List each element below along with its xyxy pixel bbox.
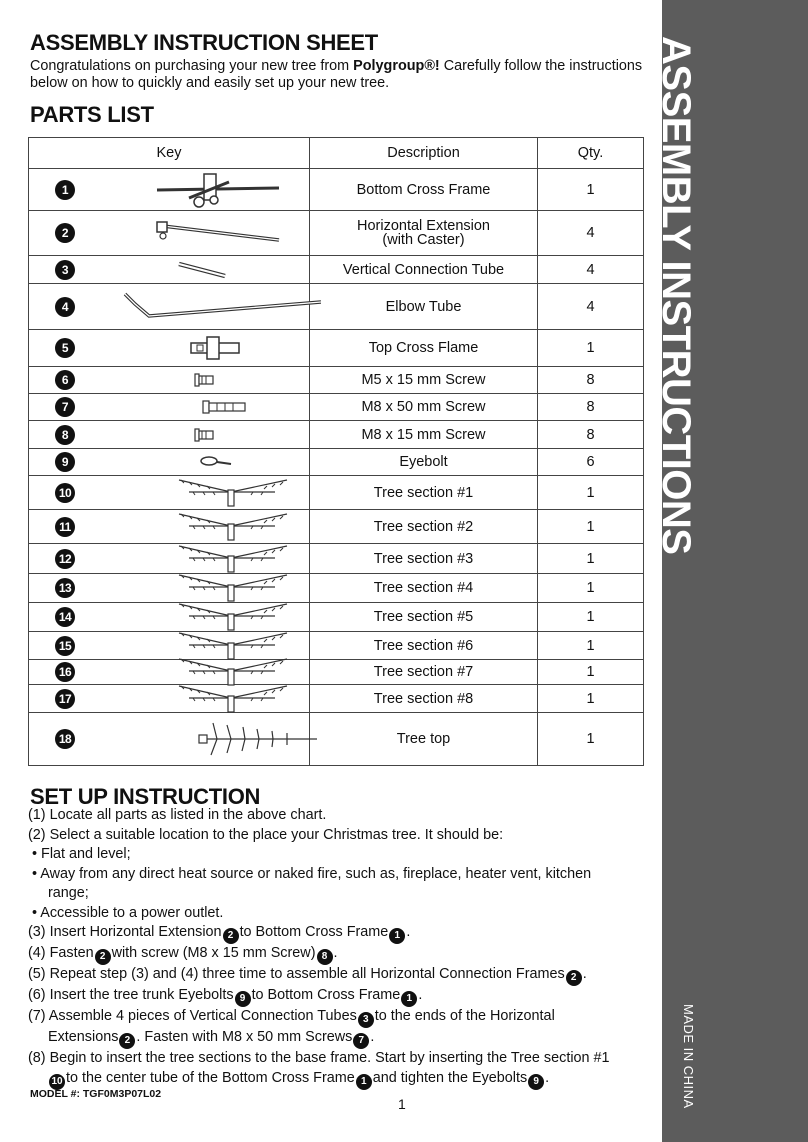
elbow-tube-icon: [121, 290, 331, 324]
part-key-cell: [29, 685, 310, 713]
bullet-heat-cont: range;: [48, 885, 89, 901]
part-quantity: 4: [538, 284, 644, 330]
tree-section-icon: [167, 657, 377, 687]
part-description: Eyebolt: [310, 449, 538, 476]
bullet-outlet: • Accessible to a power outlet.: [32, 904, 224, 921]
parts-list-heading: PARTS LIST: [30, 102, 154, 127]
tree-top-icon: [187, 717, 397, 761]
part-number-badge: 15: [55, 636, 75, 656]
parts-row: [29, 211, 644, 256]
part-key-cell: [29, 211, 310, 256]
part-key-cell: [29, 544, 310, 574]
part-ref-1: 1: [389, 928, 405, 944]
part-key-cell: [29, 574, 310, 603]
step-5: (5) Repeat step (3) and (4) three time to assemble all Horizontal Connection Frames 2 .: [28, 965, 658, 986]
part-number-badge: 10: [55, 483, 75, 503]
step-7-cont: Extensions 2 . Fasten with M8 x 50 mm Screws 7 .: [28, 1028, 658, 1049]
part-quantity: 1: [538, 330, 644, 367]
part-number-badge: 11: [55, 517, 75, 537]
parts-table-header: [29, 138, 644, 169]
part-quantity: 6: [538, 449, 644, 476]
short-screw-icon: [159, 425, 369, 445]
part-number-badge: 17: [55, 689, 75, 709]
part-description: Elbow Tube: [310, 284, 538, 330]
part-key-cell: [29, 330, 310, 367]
bullet-flat: • Flat and level;: [32, 846, 131, 862]
tree-section-icon: [167, 478, 377, 508]
parts-row: [29, 660, 644, 685]
part-description: Tree section #2: [310, 510, 538, 544]
step-7: (7) Assemble 4 pieces of Vertical Connection Tubes 3 to the ends of the Horizontal: [28, 1007, 658, 1028]
top-cross-frame-icon: [159, 333, 369, 363]
part-ref-1: 1: [401, 991, 417, 1007]
short-screw-icon: [159, 370, 369, 390]
parts-table: [28, 137, 644, 766]
col-qty: Qty.: [538, 138, 644, 169]
part-key-cell: [29, 510, 310, 544]
parts-row: [29, 284, 644, 330]
part-description: Tree section #7: [310, 660, 538, 685]
step-1: (1) Locate all parts as listed in the above chart.: [28, 807, 327, 823]
part-number-badge: 16: [55, 662, 75, 682]
part-quantity: 4: [538, 211, 644, 256]
tree-section-icon: [167, 544, 377, 574]
part-ref-9: 9: [235, 991, 251, 1007]
part-quantity: 1: [538, 476, 644, 510]
parts-row: [29, 394, 644, 421]
part-number-badge: 4: [55, 297, 75, 317]
part-ref-10: 10: [49, 1074, 65, 1090]
tree-section-icon: [167, 631, 377, 661]
made-in-label: MADE IN CHINA: [681, 1004, 696, 1109]
part-key-cell: [29, 660, 310, 685]
part-number-badge: 2: [55, 223, 75, 243]
part-key-cell: [29, 713, 310, 766]
part-description: Tree section #6: [310, 632, 538, 660]
tree-section-icon: [167, 512, 377, 542]
part-key-cell: [29, 632, 310, 660]
part-quantity: 4: [538, 256, 644, 284]
part-description: M5 x 15 mm Screw: [310, 367, 538, 394]
horizontal-extension-icon: [149, 218, 359, 248]
step-2: (2) Select a suitable location to the place your Christmas tree. It should be:: [28, 826, 504, 843]
parts-row: [29, 713, 644, 766]
parts-row: [29, 544, 644, 574]
part-number-badge: 5: [55, 338, 75, 358]
model-number: MODEL #: TGF0M3P07L02: [30, 1088, 162, 1100]
part-number-badge: 7: [55, 397, 75, 417]
part-description: Tree section #5: [310, 603, 538, 632]
parts-row: [29, 685, 644, 713]
part-number-badge: 9: [55, 452, 75, 472]
parts-row: [29, 574, 644, 603]
part-quantity: 8: [538, 421, 644, 449]
tree-section-icon: [167, 573, 377, 603]
part-key-cell: [29, 169, 310, 211]
step-6: (6) Insert the tree trunk Eyebolts 9 to Bottom Cross Frame 1 .: [28, 986, 658, 1007]
part-key-cell: [29, 367, 310, 394]
bullet-heat: • Away from any direct heat source or naked fire, such as, fireplace, heater vent, kitchen: [32, 865, 592, 882]
part-ref-9: 9: [528, 1074, 544, 1090]
part-ref-8: 8: [317, 949, 333, 965]
step-8-cont: 10 to the center tube of the Bottom Cross Frame 1 and tighten the Eyebolts 9 .: [28, 1069, 658, 1090]
part-description: Horizontal Extension (with Caster): [310, 211, 538, 256]
long-screw-icon: [177, 397, 387, 417]
part-quantity: 8: [538, 367, 644, 394]
parts-row: [29, 449, 644, 476]
part-key-cell: [29, 449, 310, 476]
part-ref-2: 2: [223, 928, 239, 944]
parts-row: [29, 632, 644, 660]
step-4: (4) Fasten 2 with screw (M8 x 15 mm Screw) 8 .: [28, 944, 658, 965]
part-description: Tree section #4: [310, 574, 538, 603]
part-description: Bottom Cross Frame: [310, 169, 538, 211]
side-title: ASSEMBLY INSTRUCTIONS: [654, 36, 698, 555]
part-ref-2: 2: [119, 1033, 135, 1049]
part-quantity: 8: [538, 394, 644, 421]
part-number-badge: 14: [55, 607, 75, 627]
part-number-badge: 8: [55, 425, 75, 445]
part-quantity: 1: [538, 660, 644, 685]
part-quantity: 1: [538, 574, 644, 603]
part-quantity: 1: [538, 632, 644, 660]
part-number-badge: 18: [55, 729, 75, 749]
parts-row: [29, 476, 644, 510]
col-key: Key: [29, 138, 310, 169]
page-number: 1: [398, 1096, 406, 1112]
part-key-cell: [29, 421, 310, 449]
part-description: Tree section #1: [310, 476, 538, 510]
brand-name: Polygroup®!: [353, 58, 440, 74]
part-key-cell: [29, 284, 310, 330]
part-quantity: 1: [538, 603, 644, 632]
part-ref-7: 7: [353, 1033, 369, 1049]
part-description: M8 x 15 mm Screw: [310, 421, 538, 449]
col-description: Description: [310, 138, 538, 169]
setup-steps: [28, 806, 658, 1090]
part-key-cell: [29, 476, 310, 510]
part-number-badge: 13: [55, 578, 75, 598]
part-number-badge: 6: [55, 370, 75, 390]
tree-section-icon: [167, 684, 377, 714]
part-quantity: 1: [538, 544, 644, 574]
part-ref-2: 2: [95, 949, 111, 965]
part-number-badge: 3: [55, 260, 75, 280]
part-ref-3: 3: [358, 1012, 374, 1028]
part-quantity: 1: [538, 169, 644, 211]
parts-row: [29, 367, 644, 394]
part-number-badge: 12: [55, 549, 75, 569]
parts-row: [29, 421, 644, 449]
part-description: Tree section #8: [310, 685, 538, 713]
part-description: Vertical Connection Tube: [310, 256, 538, 284]
part-key-cell: [29, 603, 310, 632]
part-ref-2: 2: [566, 970, 582, 986]
part-quantity: 1: [538, 713, 644, 766]
part-quantity: 1: [538, 510, 644, 544]
step-3: (3) Insert Horizontal Extension 2 to Bottom Cross Frame 1 .: [28, 923, 658, 944]
document-title: ASSEMBLY INSTRUCTION SHEET: [30, 30, 378, 55]
part-ref-1: 1: [356, 1074, 372, 1090]
part-description: Tree section #3: [310, 544, 538, 574]
parts-row: [29, 330, 644, 367]
parts-row: [29, 256, 644, 284]
vertical-tube-icon: [159, 258, 369, 282]
part-quantity: 1: [538, 685, 644, 713]
intro-text: Congratulations on purchasing your new tree from Polygroup®! Carefully follow the instructions below on how to quickly and easily set up your new tree.: [30, 58, 643, 91]
part-description: Tree top: [310, 713, 538, 766]
parts-row: [29, 510, 644, 544]
part-key-cell: [29, 394, 310, 421]
part-key-cell: [29, 256, 310, 284]
tree-section-icon: [167, 602, 377, 632]
part-number-badge: 1: [55, 180, 75, 200]
part-description: M8 x 50 mm Screw: [310, 394, 538, 421]
bottom-cross-frame-icon: [149, 170, 359, 210]
step-8: (8) Begin to insert the tree sections to the base frame. Start by inserting the Tree section #1: [28, 1050, 610, 1066]
parts-row: [29, 603, 644, 632]
setup-heading: SET UP INSTRUCTION: [30, 784, 261, 809]
eyebolt-icon: [169, 452, 379, 472]
part-description: Top Cross Flame: [310, 330, 538, 367]
parts-row: [29, 169, 644, 211]
